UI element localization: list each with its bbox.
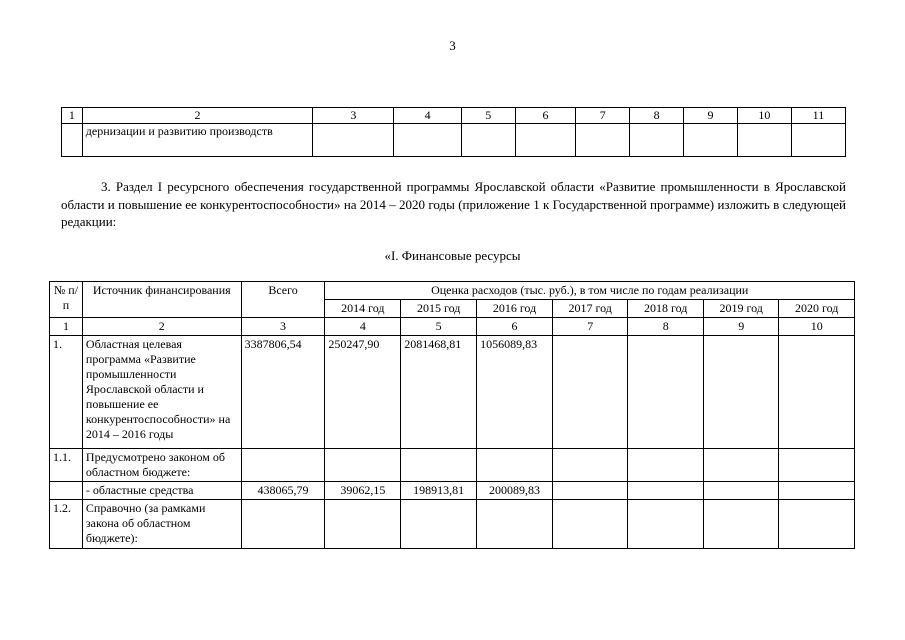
row-2016: 200089,83 bbox=[477, 482, 553, 500]
col-number: 10 bbox=[779, 318, 855, 336]
col-header-7: 7 bbox=[576, 108, 630, 124]
header-row bbox=[62, 108, 846, 124]
year-2014: 2014 год bbox=[325, 300, 401, 318]
col-number: 1 bbox=[50, 318, 83, 336]
table-row bbox=[62, 124, 846, 157]
col-header-10: 10 bbox=[737, 108, 791, 124]
col-number: 6 bbox=[477, 318, 553, 336]
col-header-2: 2 bbox=[82, 108, 313, 124]
col-number: 5 bbox=[401, 318, 477, 336]
year-2015: 2015 год bbox=[401, 300, 477, 318]
col-number: 2 bbox=[82, 318, 241, 336]
header-num: № п/п bbox=[50, 282, 83, 318]
table-row bbox=[50, 500, 855, 549]
row-num: 1. bbox=[50, 336, 83, 449]
year-2018: 2018 год bbox=[628, 300, 704, 318]
continuation-table bbox=[61, 107, 846, 157]
table-row bbox=[50, 449, 855, 482]
row-total: 438065,79 bbox=[241, 482, 325, 500]
financial-resources-table bbox=[49, 281, 855, 549]
row-2014: 250247,90 bbox=[325, 336, 401, 449]
col-header-3: 3 bbox=[313, 108, 394, 124]
row-2014 bbox=[325, 449, 401, 482]
col-header-5: 5 bbox=[461, 108, 515, 124]
col-number: 4 bbox=[325, 318, 401, 336]
table-row bbox=[50, 336, 855, 449]
col-header-6: 6 bbox=[515, 108, 576, 124]
row-total: 3387806,54 bbox=[241, 336, 325, 449]
section-title: «I. Финансовые ресурсы bbox=[384, 248, 521, 263]
row-source: Предусмотрено законом об областном бюджете: bbox=[82, 449, 241, 482]
header-estimate: Оценка расходов (тыс. руб.), в том числе по годам реализации bbox=[325, 282, 855, 300]
year-2019: 2019 год bbox=[703, 300, 779, 318]
col-header-4: 4 bbox=[394, 108, 461, 124]
row-2016: 1056089,83 bbox=[477, 336, 553, 449]
col-header-9: 9 bbox=[684, 108, 738, 124]
col-number: 7 bbox=[552, 318, 628, 336]
col-header-8: 8 bbox=[630, 108, 684, 124]
col-header-1: 1 bbox=[62, 108, 83, 124]
row-num: 1.2. bbox=[50, 500, 83, 549]
row-source: Справочно (за рамками закона об областном бюджете): bbox=[82, 500, 241, 549]
year-2017: 2017 год bbox=[552, 300, 628, 318]
row-source: - областные средства bbox=[82, 482, 241, 500]
col-header-11: 11 bbox=[791, 108, 845, 124]
row-num: 1.1. bbox=[50, 449, 83, 482]
col-number: 8 bbox=[628, 318, 704, 336]
header-total: Всего bbox=[241, 282, 325, 318]
row-total bbox=[241, 500, 325, 549]
header-row bbox=[50, 282, 855, 300]
year-2016: 2016 год bbox=[477, 300, 553, 318]
table-row bbox=[50, 482, 855, 500]
column-number-row bbox=[50, 318, 855, 336]
row-2016 bbox=[477, 500, 553, 549]
paragraph-item-3: 3. Раздел I ресурсного обеспечения государственной программы Ярославской области «Развитие промышленности в Ярославской области и повышение ее конкурентоспособности» на 2014 – 2020 годы (приложение 1 к Государственной программе) изложить в следующей редакции: bbox=[61, 179, 846, 229]
row-2015 bbox=[401, 500, 477, 549]
row-2015 bbox=[401, 449, 477, 482]
row-2015: 198913,81 bbox=[401, 482, 477, 500]
row-2014: 39062,15 bbox=[325, 482, 401, 500]
row-source: Областная целевая программа «Развитие промышленности Ярославской области и повышение ее конкурентоспособности» на 2014 – 2016 годы bbox=[82, 336, 241, 449]
row-2014 bbox=[325, 500, 401, 549]
col-number: 3 bbox=[241, 318, 325, 336]
col-number: 9 bbox=[703, 318, 779, 336]
row-total bbox=[241, 449, 325, 482]
row-2015: 2081468,81 bbox=[401, 336, 477, 449]
year-2020: 2020 год bbox=[779, 300, 855, 318]
row-2016 bbox=[477, 449, 553, 482]
row-text: дернизации и развитию производств bbox=[82, 124, 313, 157]
page-number: 3 bbox=[449, 38, 456, 53]
header-source: Источник финансирования bbox=[82, 282, 241, 318]
row-num bbox=[50, 482, 83, 500]
